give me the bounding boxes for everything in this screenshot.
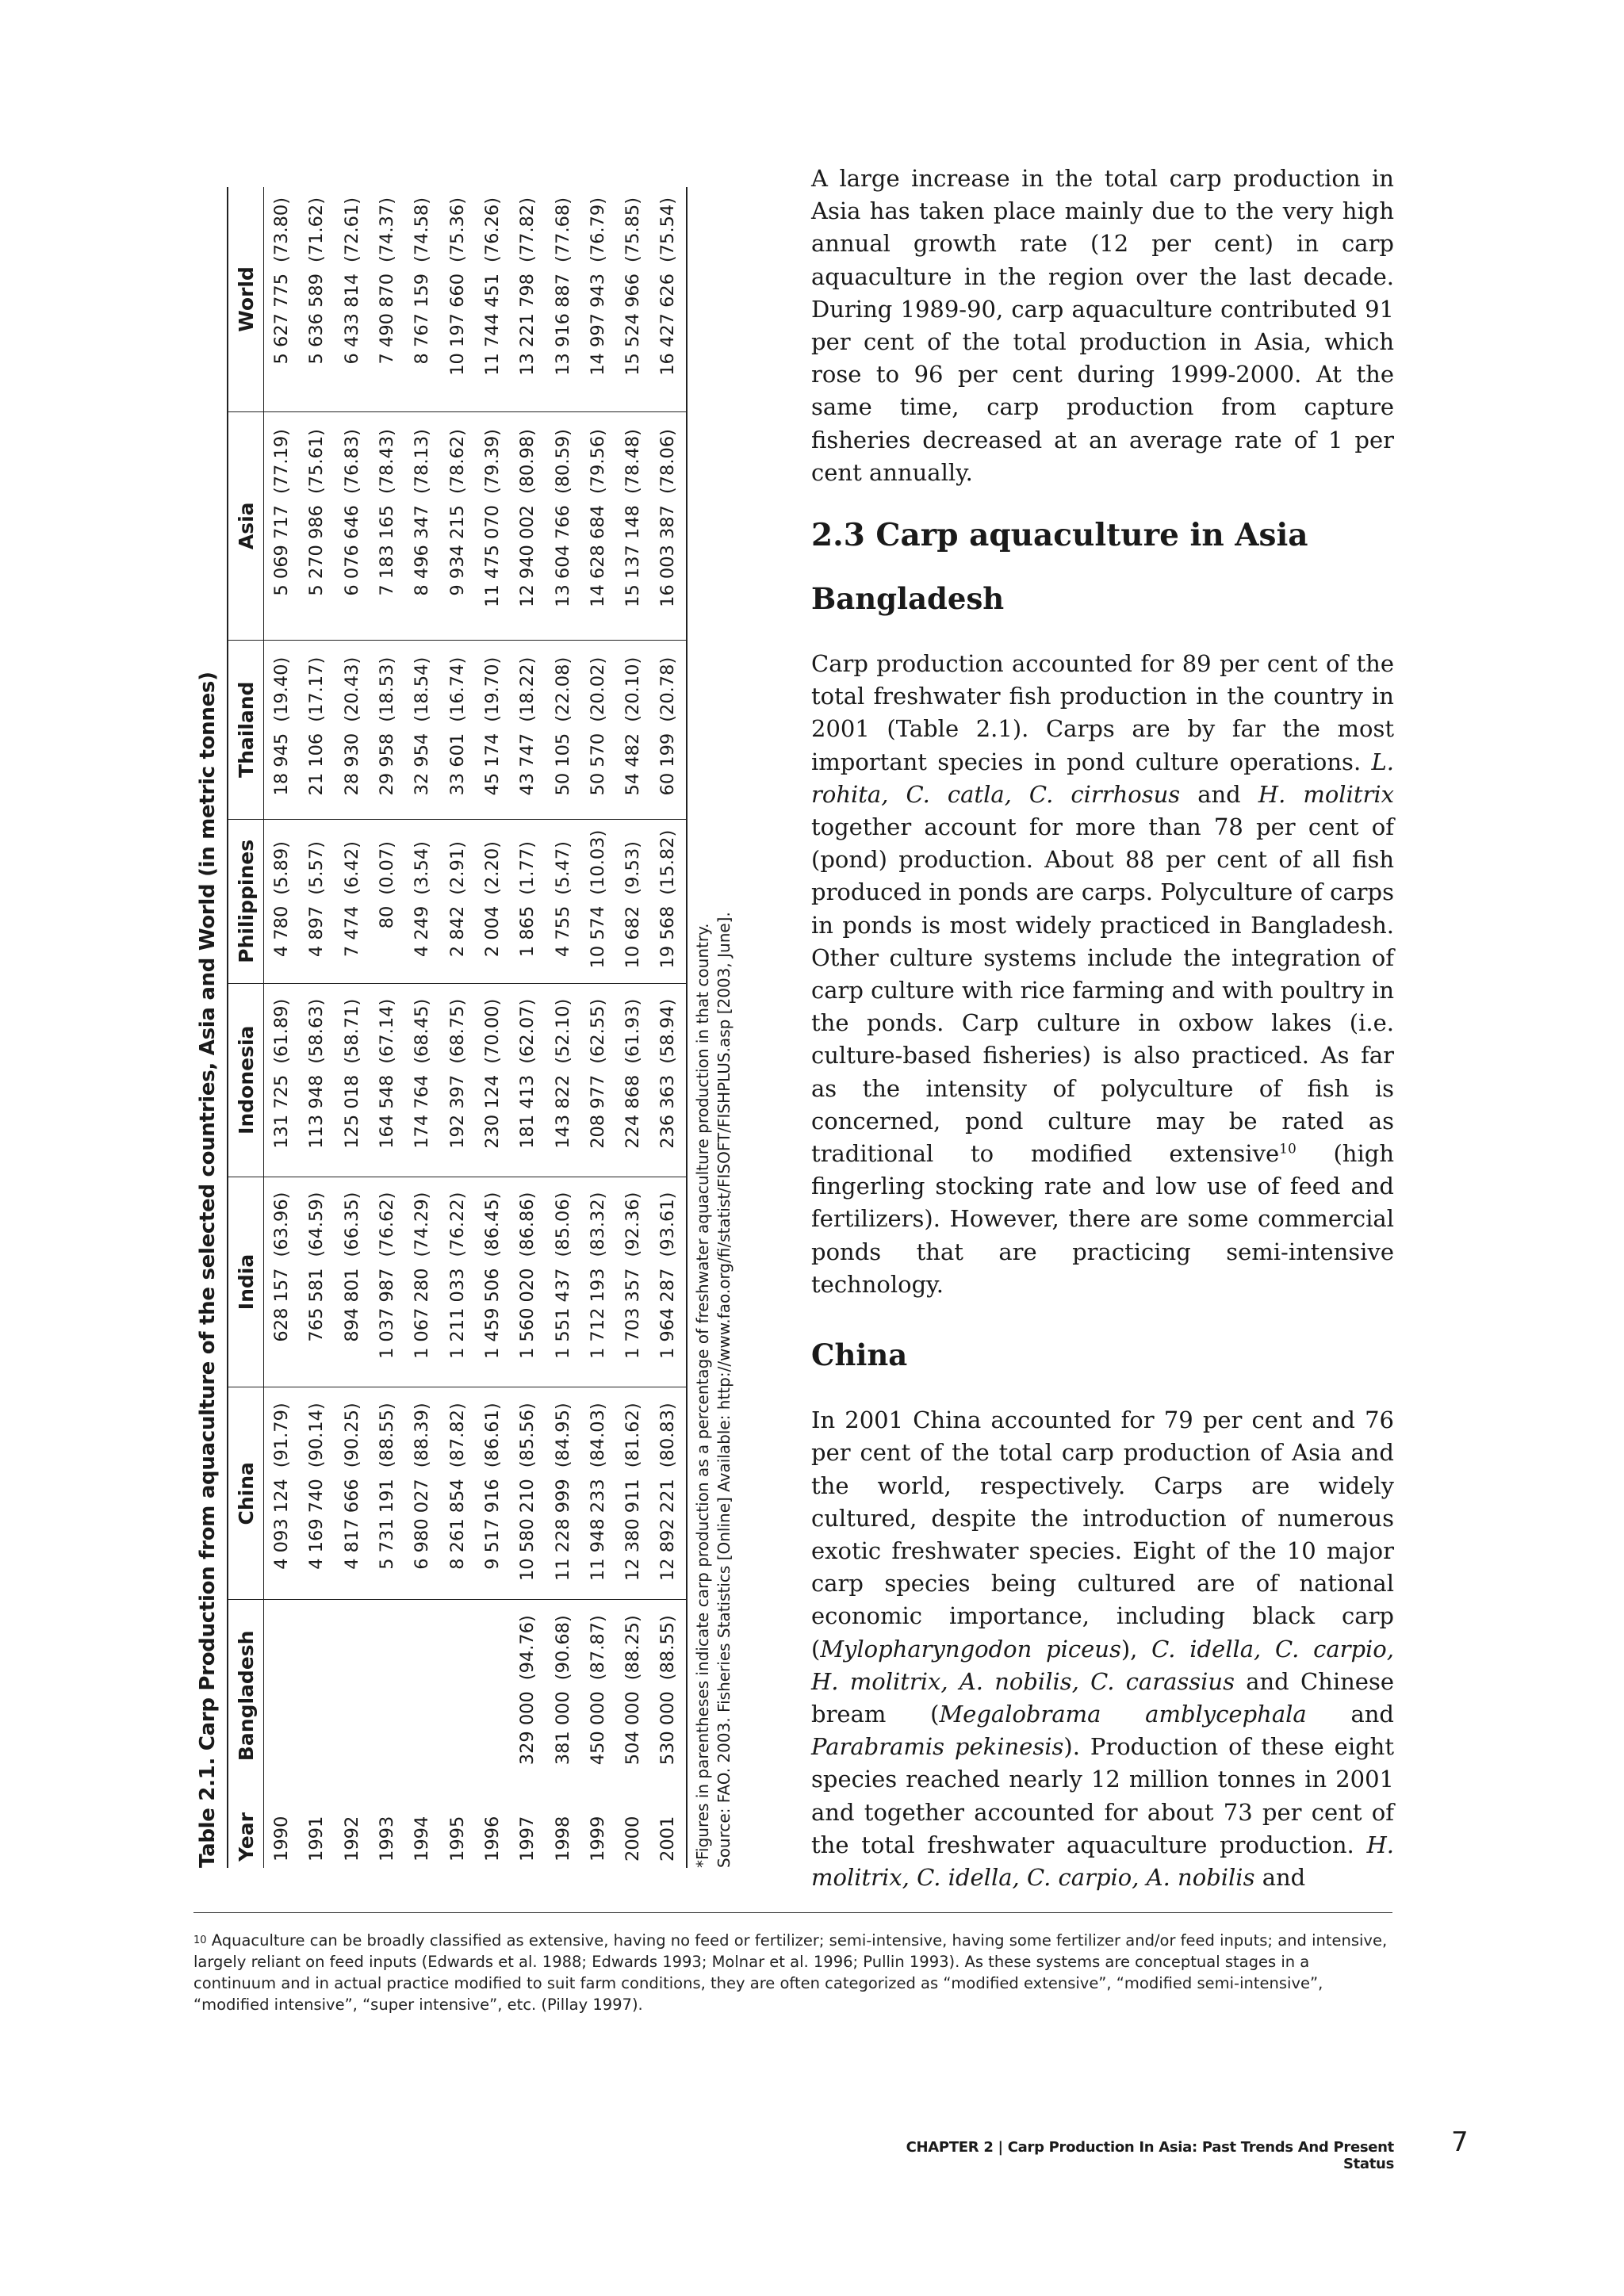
percent-cell: (77.19) xyxy=(271,429,293,495)
production-cell: 4 169 740 xyxy=(299,1471,334,1600)
percent-cell xyxy=(370,1600,404,1683)
china-text-6: and xyxy=(1262,1863,1306,1891)
percent-cell: (58.63) xyxy=(306,998,327,1064)
percent-cell: (63.96) xyxy=(271,1192,293,1257)
percent-cell: (20.43) xyxy=(341,656,362,722)
percent-cell: (15.82) xyxy=(657,829,679,895)
year-cell: 1993 xyxy=(377,1816,398,1862)
percent-cell: (75.36) xyxy=(446,197,468,262)
year-cell: 1994 xyxy=(412,1816,433,1862)
production-cell: 894 801 xyxy=(335,1261,370,1387)
percent-cell: (74.58) xyxy=(412,197,433,262)
species-idella: C. idella, xyxy=(1151,1635,1262,1663)
intro-paragraph: A large increase in the total carp production in Asia has taken place mainly due to the very high annual growth rate (12 per cent) in carp aquaculture in the region over the last decade. During 1989-90, carp aquaculture contributed 91 per cent of the total production in Asia, which rose to 96 per cent during 1999-2000. At the same time, carp production from capture fisheries decreased at an average rate of 1 per cent annually. xyxy=(811,165,1394,486)
production-cell: 1 067 280 xyxy=(404,1261,439,1387)
production-cell xyxy=(335,1683,370,1791)
percent-cell: (86.61) xyxy=(481,1402,503,1468)
production-cell: 54 482 xyxy=(615,725,650,820)
production-cell xyxy=(299,1683,334,1791)
percent-cell: (78.43) xyxy=(377,429,398,495)
table-row xyxy=(439,187,474,1868)
percent-cell: (5.47) xyxy=(552,841,573,895)
production-cell: 164 548 xyxy=(370,1067,404,1177)
production-cell: 1 551 437 xyxy=(545,1261,580,1387)
species-molitrix: H. molitrix xyxy=(1258,780,1395,808)
percent-cell: (90.68) xyxy=(552,1615,573,1681)
production-cell: 10 574 xyxy=(580,898,615,984)
production-cell: 192 397 xyxy=(439,1067,474,1177)
page-number: 7 xyxy=(1451,2126,1469,2158)
production-cell: 14 628 684 xyxy=(580,497,615,640)
percent-cell: (87.82) xyxy=(446,1402,468,1468)
production-cell: 1 964 287 xyxy=(650,1261,686,1387)
production-cell: 4 093 124 xyxy=(264,1471,300,1600)
percent-cell: (81.62) xyxy=(622,1402,644,1468)
production-cell: 43 747 xyxy=(510,725,545,820)
footnote-reference: 10 xyxy=(1279,1141,1297,1158)
percent-cell xyxy=(404,1600,439,1683)
percent-cell: (84.95) xyxy=(552,1402,573,1468)
percent-cell: (20.10) xyxy=(622,656,644,722)
percent-cell: (83.32) xyxy=(587,1192,608,1257)
percent-cell: (74.37) xyxy=(377,197,398,262)
percent-cell: (78.62) xyxy=(446,429,468,495)
production-cell: 450 000 xyxy=(587,1691,608,1766)
percent-cell: (75.85) xyxy=(622,197,644,262)
production-cell: 5 731 191 xyxy=(370,1471,404,1600)
percent-cell xyxy=(299,1600,334,1683)
column-header-world: World xyxy=(228,187,264,411)
species-cirrhosus: C. cirrhosus xyxy=(1028,780,1181,808)
percent-cell: (76.83) xyxy=(341,429,362,495)
percent-cell: (17.17) xyxy=(306,656,327,722)
production-cell: 181 413 xyxy=(510,1067,545,1177)
production-cell: 9 934 215 xyxy=(439,497,474,640)
production-cell: 60 199 xyxy=(650,725,686,820)
bangladesh-heading: Bangladesh xyxy=(811,581,1005,617)
bangladesh-and: and xyxy=(1197,780,1241,808)
species-molitrix-cn: H. molitrix, xyxy=(811,1667,948,1695)
production-cell: 12 380 911 xyxy=(615,1471,650,1600)
production-cell: 10 682 xyxy=(615,898,650,984)
production-cell xyxy=(439,1683,474,1791)
column-header-bangladesh: Bangladesh xyxy=(228,1600,264,1792)
percent-cell: (93.61) xyxy=(657,1192,679,1257)
percent-cell: (71.62) xyxy=(306,197,327,262)
china-text-2: ), xyxy=(1120,1635,1138,1663)
production-cell: 15 137 148 xyxy=(615,497,650,640)
production-cell: 8 767 159 xyxy=(404,266,439,411)
production-cell: 13 916 887 xyxy=(545,266,580,411)
percent-cell: (20.02) xyxy=(587,656,608,722)
production-cell: 8 496 347 xyxy=(404,497,439,640)
production-cell: 6 076 646 xyxy=(335,497,370,640)
china-paragraph xyxy=(811,1404,1394,1894)
production-cell: 32 954 xyxy=(404,725,439,820)
production-cell: 7 474 xyxy=(335,898,370,984)
percent-cell: (78.13) xyxy=(412,429,433,495)
production-cell: 11 744 451 xyxy=(475,266,510,411)
production-cell: 174 764 xyxy=(404,1067,439,1177)
percent-cell: (76.62) xyxy=(377,1192,398,1257)
species-catla: C. catla, xyxy=(906,780,1012,808)
production-cell: 1 037 987 xyxy=(370,1261,404,1387)
percent-cell: (64.59) xyxy=(306,1192,327,1257)
year-cell: 1999 xyxy=(587,1816,608,1862)
china-text-3: and Chinese bream ( xyxy=(811,1667,1395,1728)
footnote-divider xyxy=(193,1912,1392,1913)
production-cell: 18 945 xyxy=(264,725,300,820)
year-cell: 1990 xyxy=(271,1816,293,1862)
china-text-5: ). Production of these eight species reached nearly 12 million tonnes in 2001 and together accounted for about 73 per cent of the total freshwater aquaculture production. xyxy=(811,1733,1394,1858)
species-parabramis: Parabramis pekinesis xyxy=(811,1733,1064,1761)
production-cell: 6 980 027 xyxy=(404,1471,439,1600)
production-cell: 765 581 xyxy=(299,1261,334,1387)
production-cell: 224 868 xyxy=(615,1067,650,1177)
table-row xyxy=(370,187,404,1868)
production-cell: 7 183 165 xyxy=(370,497,404,640)
bangladesh-text-3: (high fingerling stocking rate and low use of feed and fertilizers). However, there are some commercial ponds that are practicing semi-intensive technology. xyxy=(811,1140,1394,1298)
production-cell: 11 475 070 xyxy=(475,497,510,640)
species-rohita: L. rohita, xyxy=(811,748,1394,808)
percent-cell: (66.35) xyxy=(341,1192,362,1257)
carp-production-table xyxy=(227,187,688,1868)
china-heading: China xyxy=(811,1337,908,1373)
percent-cell: (88.55) xyxy=(377,1402,398,1468)
production-cell: 4 249 xyxy=(404,898,439,984)
production-cell: 113 948 xyxy=(299,1067,334,1177)
table-row xyxy=(545,187,580,1868)
production-cell xyxy=(404,1683,439,1791)
percent-cell: (79.39) xyxy=(481,429,503,495)
percent-cell: (76.22) xyxy=(446,1192,468,1257)
year-cell: 1997 xyxy=(517,1816,538,1862)
percent-cell: (2.20) xyxy=(481,841,503,895)
table-row xyxy=(299,187,334,1868)
year-cell: 1991 xyxy=(306,1816,327,1862)
production-cell: 4 780 xyxy=(264,898,300,984)
percent-cell: (80.83) xyxy=(657,1402,679,1468)
table-row xyxy=(264,187,300,1868)
table-row xyxy=(404,187,439,1868)
production-cell: 125 018 xyxy=(335,1067,370,1177)
production-cell: 504 000 xyxy=(622,1691,644,1766)
production-cell: 10 580 210 xyxy=(510,1471,545,1600)
column-header-year: Year xyxy=(228,1791,264,1868)
percent-cell: (18.22) xyxy=(517,656,538,722)
species-carassius: C. carassius xyxy=(1090,1667,1235,1695)
percent-cell: (90.25) xyxy=(341,1402,362,1468)
percent-cell: (9.53) xyxy=(622,841,644,895)
production-cell xyxy=(264,1683,300,1791)
bangladesh-paragraph xyxy=(811,648,1394,1301)
percent-cell: (68.75) xyxy=(446,998,468,1064)
percent-cell: (79.56) xyxy=(587,429,608,495)
percent-cell: (19.70) xyxy=(481,656,503,722)
percent-cell: (78.06) xyxy=(657,429,679,495)
percent-cell: (10.03) xyxy=(587,829,608,895)
percent-cell: (18.53) xyxy=(377,656,398,722)
production-cell: 13 604 766 xyxy=(545,497,580,640)
production-cell: 5 636 589 xyxy=(299,266,334,411)
section-heading: 2.3 Carp aquaculture in Asia xyxy=(811,517,1308,554)
production-cell: 143 822 xyxy=(545,1067,580,1177)
production-cell: 131 725 xyxy=(264,1067,300,1177)
table-notes xyxy=(692,187,735,1868)
percent-cell: (1.77) xyxy=(517,841,538,895)
production-cell: 80 xyxy=(370,898,404,984)
production-cell: 12 892 221 xyxy=(650,1471,686,1600)
percent-cell: (5.57) xyxy=(306,841,327,895)
percent-cell: (70.00) xyxy=(481,998,503,1064)
table-row xyxy=(615,187,650,1868)
percent-cell: (62.55) xyxy=(587,998,608,1064)
percent-cell: (76.79) xyxy=(587,197,608,262)
percent-cell: (77.68) xyxy=(552,197,573,262)
production-cell: 236 363 xyxy=(650,1067,686,1177)
percent-cell: (58.71) xyxy=(341,998,362,1064)
production-cell: 1 211 033 xyxy=(439,1261,474,1387)
production-cell: 8 261 854 xyxy=(439,1471,474,1600)
percent-cell: (61.93) xyxy=(622,998,644,1064)
production-cell xyxy=(370,1683,404,1791)
percent-cell: (88.39) xyxy=(412,1402,433,1468)
production-cell: 50 105 xyxy=(545,725,580,820)
percent-cell xyxy=(264,1600,300,1683)
table-source: Source: FAO. 2003. Fisheries Statistics [Online] Available: http://www.fao.org/fi/statist/FISOFT/FISHPLUS.asp [2003, June]. xyxy=(714,912,733,1868)
column-header-philippines: Philippines xyxy=(228,819,264,983)
text-column xyxy=(811,163,1394,1894)
column-header-china: China xyxy=(228,1387,264,1600)
year-cell: 1992 xyxy=(341,1816,362,1862)
percent-cell: (87.87) xyxy=(587,1615,608,1681)
percent-cell: (94.76) xyxy=(517,1615,538,1681)
percent-cell: (3.54) xyxy=(412,841,433,895)
production-cell: 1 560 020 xyxy=(510,1261,545,1387)
percent-cell: (76.26) xyxy=(481,197,503,262)
species-carpio: C. carpio, xyxy=(1274,1635,1394,1663)
production-cell: 11 948 233 xyxy=(580,1471,615,1600)
production-cell: 50 570 xyxy=(580,725,615,820)
china-text-4: and xyxy=(1350,1700,1394,1728)
production-cell: 16 003 387 xyxy=(650,497,686,640)
production-cell: 45 174 xyxy=(475,725,510,820)
year-cell: 2000 xyxy=(622,1816,644,1862)
table-row xyxy=(510,187,545,1868)
species-megalobrama: Megalobrama amblycephala xyxy=(939,1700,1307,1728)
production-cell: 14 997 943 xyxy=(580,266,615,411)
production-cell: 530 000 xyxy=(657,1691,679,1766)
production-cell: 11 228 999 xyxy=(545,1471,580,1600)
production-cell: 1 459 506 xyxy=(475,1261,510,1387)
table-title: Table 2.1. Carp Production from aquaculture of the selected countries, Asia and World (in metric tonnes) xyxy=(196,672,220,1868)
percent-cell: (80.98) xyxy=(517,429,538,495)
percent-cell: (58.94) xyxy=(657,998,679,1064)
percent-cell: (2.91) xyxy=(446,841,468,895)
production-cell: 4 897 xyxy=(299,898,334,984)
bangladesh-text-1: Carp production accounted for 89 per cent of the total freshwater fish production in the country in 2001 (Table 2.1). Carps are by far the most important species in pond culture operations. xyxy=(811,650,1394,775)
footnote xyxy=(193,1930,1395,2015)
production-cell: 21 106 xyxy=(299,725,334,820)
table-note: *Figures in parentheses indicate carp production as a percentage of freshwater aquaculture production in that country. xyxy=(692,923,712,1868)
year-cell: 1996 xyxy=(481,1816,503,1862)
production-cell: 1 712 193 xyxy=(580,1261,615,1387)
table-row xyxy=(475,187,510,1868)
production-cell: 28 930 xyxy=(335,725,370,820)
china-text-1: In 2001 China accounted for 79 per cent and 76 per cent of the total carp production of Asia and the world, respectively. Carps are widely cultured, despite the introduction of numerous exotic freshwater species. Eight of the 10 major carp species being cultured are of national economic importance, including black carp ( xyxy=(811,1406,1394,1663)
species-list: H. molitrix, C. idella, C. carpio, A. nobilis xyxy=(811,1831,1394,1891)
species-black-carp: Mylopharyngodon piceus xyxy=(820,1635,1121,1663)
production-cell: 12 940 002 xyxy=(510,497,545,640)
percent-cell: (92.36) xyxy=(622,1192,644,1257)
production-cell: 13 221 798 xyxy=(510,266,545,411)
percent-cell: (62.07) xyxy=(517,998,538,1064)
running-footer: CHAPTER 2 | Carp Production In Asia: Past Trends And Present Status xyxy=(906,2139,1394,2172)
percent-cell: (18.54) xyxy=(412,656,433,722)
production-cell: 16 427 626 xyxy=(650,266,686,411)
percent-cell: (80.59) xyxy=(552,429,573,495)
percent-cell: (85.06) xyxy=(552,1192,573,1257)
footnote-text: Aquaculture can be broadly classified as extensive, having no feed or fertilizer; semi-intensive, having some fertilizer and/or feed inputs; and intensive, largely reliant on feed inputs (Edwards et al. 1988; Edwards 1993; Molnar et al. 1996; Pullin 1993). As these systems are conceptual stages in a continuum and in actual practice modified to suit farm conditions, they are often categorized as “modified extensive”, “modified semi-intensive”, “modified intensive”, “super intensive”, etc. (Pillay 1997). xyxy=(193,1931,1388,2014)
production-cell: 15 524 966 xyxy=(615,266,650,411)
percent-cell: (5.89) xyxy=(271,841,293,895)
production-cell: 230 124 xyxy=(475,1067,510,1177)
table-row xyxy=(335,187,370,1868)
production-cell: 5 270 986 xyxy=(299,497,334,640)
percent-cell: (20.78) xyxy=(657,656,679,722)
percent-cell: (61.89) xyxy=(271,998,293,1064)
column-header-asia: Asia xyxy=(228,411,264,640)
year-cell: 1995 xyxy=(446,1816,468,1862)
production-cell: 2 842 xyxy=(439,898,474,984)
production-cell xyxy=(475,1683,510,1791)
percent-cell: (72.61) xyxy=(341,197,362,262)
percent-cell: (52.10) xyxy=(552,998,573,1064)
percent-cell: (75.61) xyxy=(306,429,327,495)
production-cell: 5 069 717 xyxy=(264,497,300,640)
table-row xyxy=(650,187,686,1868)
production-cell: 10 197 660 xyxy=(439,266,474,411)
percent-cell: (68.45) xyxy=(412,998,433,1064)
production-cell: 2 004 xyxy=(475,898,510,984)
percent-cell: (19.40) xyxy=(271,656,293,722)
species-nobilis: A. nobilis, xyxy=(959,1667,1079,1695)
percent-cell xyxy=(475,1600,510,1683)
production-cell: 4 817 666 xyxy=(335,1471,370,1600)
production-cell: 9 517 916 xyxy=(475,1471,510,1600)
percent-cell: (6.42) xyxy=(341,841,362,895)
production-cell: 381 000 xyxy=(552,1691,573,1766)
production-cell: 208 977 xyxy=(580,1067,615,1177)
percent-cell: (16.74) xyxy=(446,656,468,722)
percent-cell: (84.03) xyxy=(587,1402,608,1468)
production-cell: 329 000 xyxy=(517,1691,538,1766)
percent-cell: (88.55) xyxy=(657,1615,679,1681)
percent-cell: (67.14) xyxy=(377,998,398,1064)
production-cell: 4 755 xyxy=(545,898,580,984)
percent-cell: (85.56) xyxy=(517,1402,538,1468)
table-header-row xyxy=(228,187,264,1868)
percent-cell: (78.48) xyxy=(622,429,644,495)
year-cell: 2001 xyxy=(657,1816,679,1862)
column-header-india: India xyxy=(228,1177,264,1387)
production-cell: 33 601 xyxy=(439,725,474,820)
column-header-thailand: Thailand xyxy=(228,640,264,819)
percent-cell: (86.45) xyxy=(481,1192,503,1257)
bangladesh-text-2: together account for more than 78 per cent of (pond) production. About 88 per cent of all fish produced in ponds are carps. Polyculture of carps in ponds is most widely practiced in Bangladesh. Other culture systems include the integration of carp culture with rice farming and with poultry in the ponds. Carp culture in oxbow lakes (i.e. culture-based fisheries) is also practiced. As far as the intensity of polyculture of fish is concerned, pond culture may be rated as traditional to modified extensive xyxy=(811,813,1394,1168)
column-header-indonesia: Indonesia xyxy=(228,983,264,1177)
year-cell: 1998 xyxy=(552,1816,573,1862)
production-cell: 19 568 xyxy=(650,898,686,984)
percent-cell: (90.14) xyxy=(306,1402,327,1468)
production-cell: 6 433 814 xyxy=(335,266,370,411)
percent-cell: (74.29) xyxy=(412,1192,433,1257)
production-cell: 29 958 xyxy=(370,725,404,820)
footnote-number: 10 xyxy=(193,1934,207,1946)
percent-cell: (77.82) xyxy=(517,197,538,262)
percent-cell: (0.07) xyxy=(377,841,398,895)
percent-cell: (91.79) xyxy=(271,1402,293,1468)
percent-cell: (88.25) xyxy=(622,1615,644,1681)
percent-cell: (86.86) xyxy=(517,1192,538,1257)
percent-cell: (73.80) xyxy=(271,197,293,262)
production-cell: 1 703 357 xyxy=(615,1261,650,1387)
production-cell: 1 865 xyxy=(510,898,545,984)
production-cell: 7 490 870 xyxy=(370,266,404,411)
production-cell: 5 627 775 xyxy=(264,266,300,411)
percent-cell xyxy=(439,1600,474,1683)
production-cell: 628 157 xyxy=(264,1261,300,1387)
table-row xyxy=(580,187,615,1868)
percent-cell xyxy=(335,1600,370,1683)
percent-cell: (22.08) xyxy=(552,656,573,722)
percent-cell: (75.54) xyxy=(657,197,679,262)
